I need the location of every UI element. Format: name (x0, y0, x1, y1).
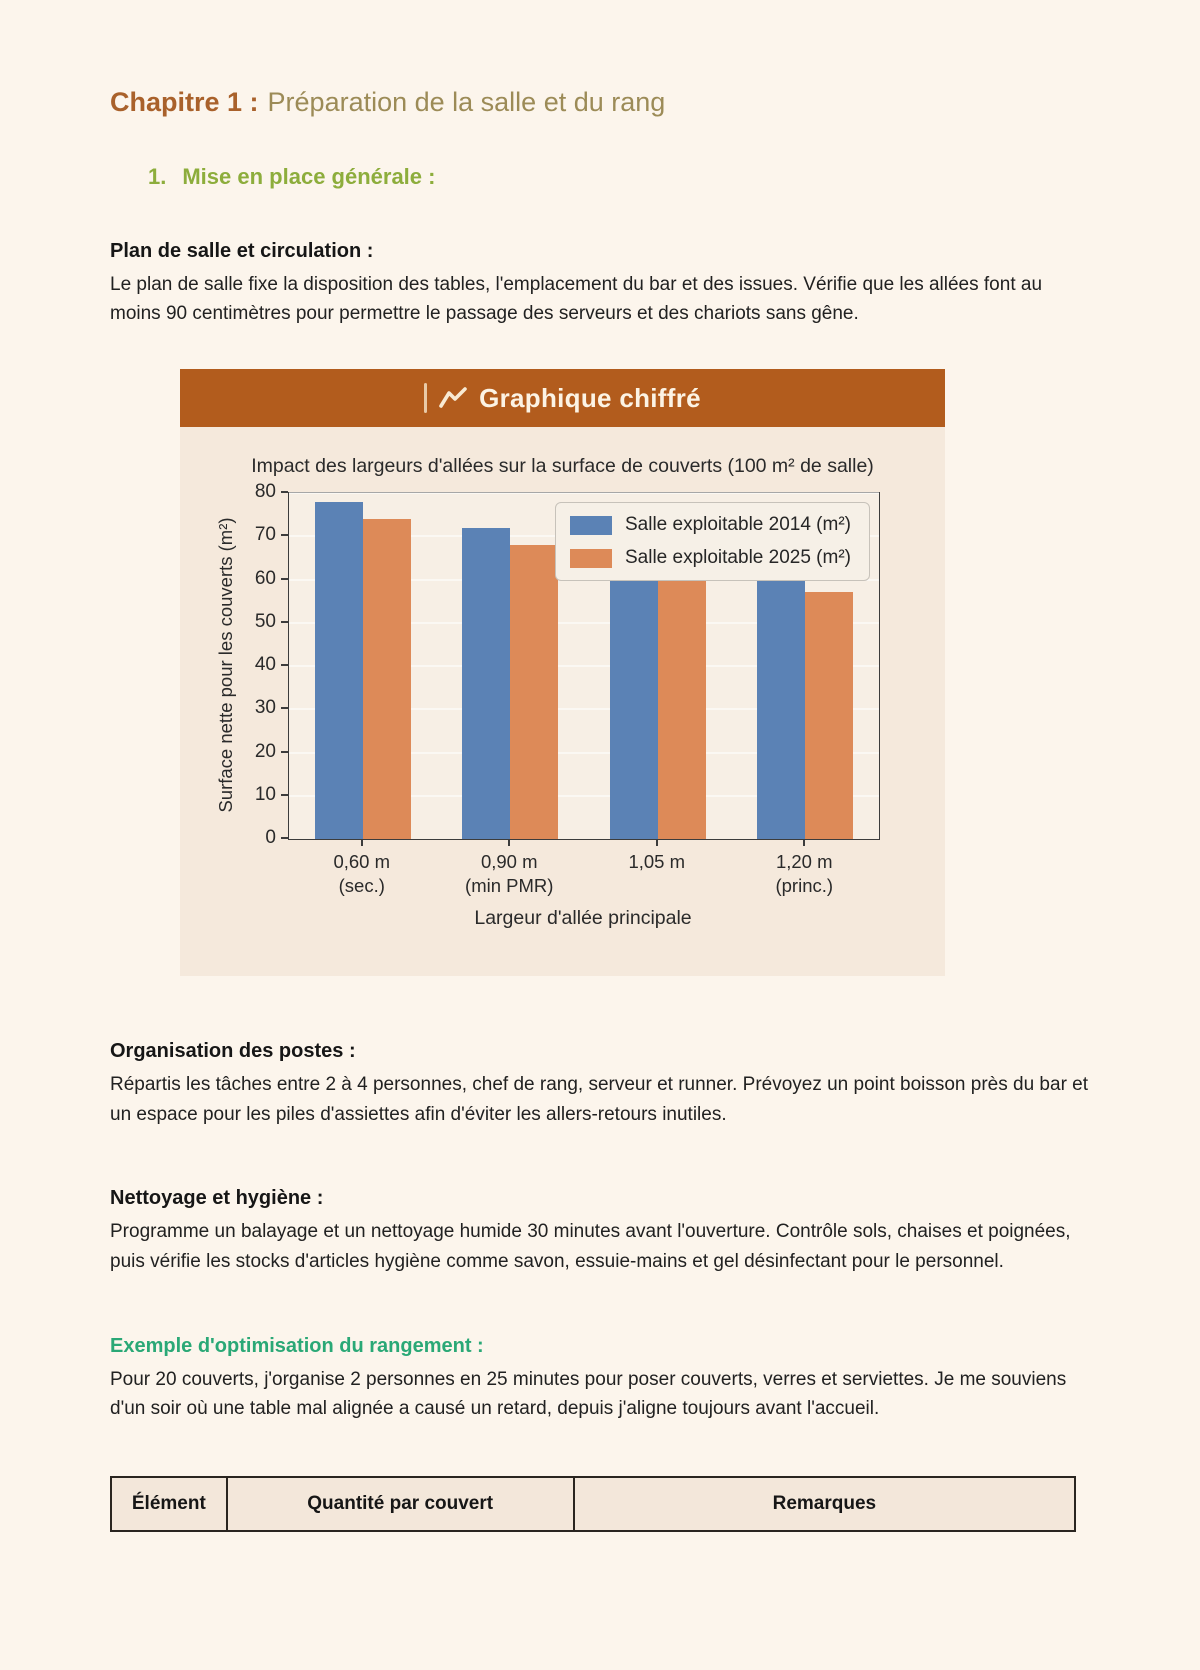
legend-item (570, 547, 851, 569)
chapter-title (110, 86, 1092, 120)
legend-label: Salle exploitable 2014 (m²) (624, 514, 851, 535)
nettoyage-heading: Nettoyage et hygiène : (110, 1187, 324, 1210)
y-tick-label: 0 (265, 827, 288, 849)
y-axis-label: Surface nette pour les couverts (m²) (215, 517, 236, 813)
x-tick-label: 1,20 m (princ.) (731, 840, 879, 898)
y-tick-mark (281, 794, 288, 796)
x-tick-mark (803, 840, 805, 846)
y-tick-label: 70 (255, 524, 288, 546)
bar-chart (210, 481, 915, 930)
y-tick-label: 30 (255, 697, 288, 719)
legend-item (570, 514, 851, 536)
y-tick-mark (281, 751, 288, 753)
y-tick-label: 10 (255, 784, 288, 806)
y-tick-mark (281, 837, 288, 839)
section-heading (148, 164, 1092, 190)
y-axis-ticks (242, 481, 288, 848)
chart-title: Impact des largeurs d'allées sur la surface de couverts (100 m² de salle) (251, 455, 874, 477)
exemple-paragraph: Pour 20 couverts, j'organise 2 personnes en 25 minutes pour poser couverts, verres et serviettes. Je me souviens d'un soir où une table mal alignée a causé un retard, depuis j'aligne toujours avant l'accueil. (110, 1368, 1067, 1420)
bar (658, 567, 706, 839)
plot-area (288, 492, 880, 840)
bar (363, 519, 411, 839)
plan-paragraph: Le plan de salle fixe la disposition des tables, l'emplacement du bar et des issues. Vérifie que les allées font au moins 90 centimètres pour permettre le passage des serveurs et des chariots sans gêne. (110, 273, 1043, 325)
chapter-number: Chapitre 1 : (110, 87, 259, 117)
section-number: 1. (148, 163, 167, 189)
bar (610, 554, 658, 839)
y-tick-mark (281, 491, 288, 493)
chart-legend (555, 502, 870, 581)
plan-heading: Plan de salle et circulation : (110, 239, 374, 262)
bar (462, 528, 510, 839)
section-title-text: Mise en place générale : (182, 163, 436, 189)
y-tick-mark (281, 578, 288, 580)
table-header-remarques: Remarques (574, 1477, 1075, 1531)
y-tick-mark (281, 707, 288, 709)
line-chart-icon (438, 385, 468, 412)
x-axis-ticks (288, 840, 878, 898)
bar (757, 571, 805, 839)
x-tick-label: 0,60 m (sec.) (288, 840, 436, 898)
y-tick-label: 20 (255, 741, 288, 763)
x-tick-label: 1,05 m (583, 840, 731, 898)
x-tick-mark (656, 840, 658, 846)
chart-card-body (180, 427, 945, 976)
legend-swatch (570, 516, 612, 535)
chart-card-header (180, 369, 945, 427)
chart-card-title: Graphique chiffré (479, 382, 701, 413)
y-tick-label: 40 (255, 654, 288, 676)
organisation-heading: Organisation des postes : (110, 1040, 356, 1063)
table-header-quantite: Quantité par couvert (227, 1477, 574, 1531)
y-tick-mark (281, 621, 288, 623)
legend-swatch (570, 549, 612, 568)
bar (805, 592, 853, 839)
y-tick-label: 50 (255, 611, 288, 633)
organisation-paragraph: Répartis les tâches entre 2 à 4 personnes, chef de rang, serveur et runner. Prévoyez un point boisson près du bar et un espace pour les piles d'assiettes afin d'éviter les allers-retours inutiles. (110, 1074, 1089, 1125)
table-header-element: Élément (111, 1477, 227, 1531)
exemple-heading: Exemple d'optimisation du rangement : (110, 1334, 484, 1357)
header-accent-bar (424, 383, 427, 413)
nettoyage-paragraph: Programme un balayage et un nettoyage humide 30 minutes avant l'ouverture. Contrôle sols, chaises et poignées, puis vérifie les stocks d'articles hygiène comme savon, essuie-mains et gel désinfectant pour le personnel. (110, 1221, 1071, 1272)
y-tick-label: 60 (255, 568, 288, 590)
x-tick-label: 0,90 m (min PMR) (436, 840, 584, 898)
chart-card (180, 369, 945, 976)
bar (510, 545, 558, 839)
mise-en-place-table (110, 1476, 1076, 1532)
y-tick-mark (281, 664, 288, 666)
bar-group (289, 493, 437, 839)
x-tick-mark (361, 840, 363, 846)
y-tick-label: 80 (255, 481, 288, 503)
y-tick-mark (281, 534, 288, 536)
x-axis-label: Largeur d'allée principale (474, 907, 692, 930)
chapter-title-text: Préparation de la salle et du rang (267, 87, 666, 117)
bar (315, 502, 363, 839)
table-header-row (111, 1477, 1075, 1531)
legend-label: Salle exploitable 2025 (m²) (624, 547, 851, 568)
x-tick-mark (508, 840, 510, 846)
